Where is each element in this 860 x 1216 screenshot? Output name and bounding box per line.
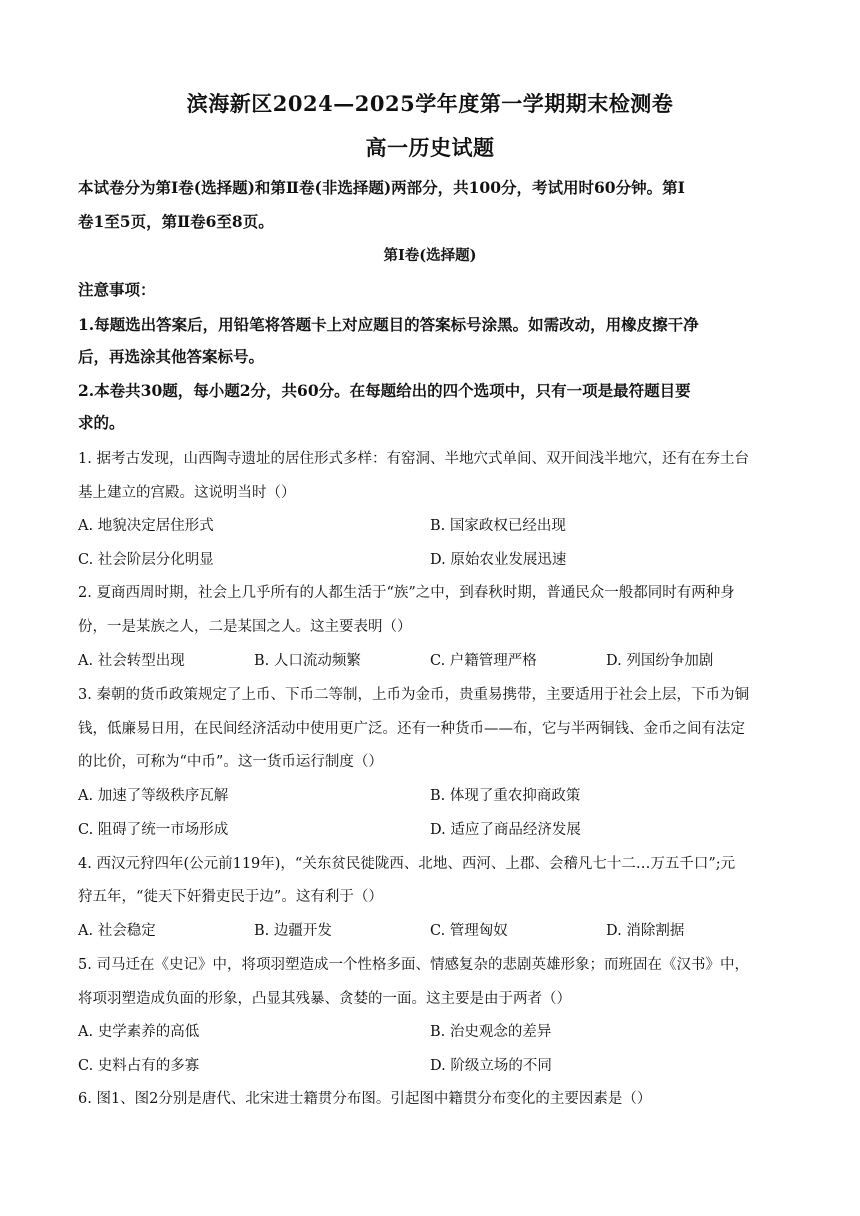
question-2-option-a: A. 社会转型出现 [78, 653, 185, 669]
question-6-line-1: 6. 图1、图2分别是唐代、北宋进士籍贯分布图。引起图中籍贯分布变化的主要因素是（） [78, 1091, 652, 1107]
question-2-option-b: B. 人口流动频繁 [254, 653, 361, 669]
question-3-option-a: A. 加速了等级秩序瓦解 [78, 788, 229, 804]
section-title: 第Ⅰ卷(选择题) [383, 247, 477, 264]
question-5-option-b: B. 治史观念的差异 [430, 1024, 552, 1040]
question-4-option-d: D. 消除割据 [606, 923, 685, 939]
question-3-line-2: 钱，低廉易日用，在民间经济活动中使用更广泛。还有一种货币——布，它与半两铜钱、金币之间有法定 [78, 721, 745, 737]
question-2-line-1: 2. 夏商西周时期，社会上几乎所有的人都生活于“族”之中，到春秋时期，普通民众一般都同时有两种身 [78, 585, 735, 601]
note-line-3: 2.本卷共30题，每小题2分，共60分。在每题给出的四个选项中，只有一项是最符题目要 [78, 381, 691, 400]
question-1-option-a: A. 地貌决定居住形式 [78, 518, 214, 534]
exam-subtitle: 高一历史试题 [365, 135, 495, 160]
note-line-4: 求的。 [78, 413, 125, 432]
question-4-option-a: A. 社会稳定 [78, 923, 156, 939]
intro-line-1: 本试卷分为第Ⅰ卷(选择题)和第Ⅱ卷(非选择题)两部分，共100分，考试用时60分钟。第Ⅰ [78, 178, 685, 197]
question-4-line-1: 4. 西汉元狩四年(公元前119年)，“关东贫民徙陇西、北地、西河、上郡、会稽凡七十二…万五千口”;元 [78, 856, 736, 872]
question-4-option-b: B. 边疆开发 [254, 923, 332, 939]
notes-heading: 注意事项： [78, 280, 156, 299]
question-3-option-d: D. 适应了商品经济发展 [430, 822, 581, 838]
question-2-option-c: C. 户籍管理严格 [430, 653, 537, 669]
note-line-2: 后，再选涂其他答案标号。 [78, 347, 265, 366]
question-5-option-a: A. 史学素养的高低 [78, 1024, 200, 1040]
question-1-option-d: D. 原始农业发展迅速 [430, 552, 567, 568]
question-3-option-b: B. 体现了重农抑商政策 [430, 788, 581, 804]
question-3-line-1: 3. 秦朝的货币政策规定了上币、下币二等制，上币为金币，贵重易携带，主要适用于社会上层，下币为铜 [78, 687, 749, 703]
question-3-option-c: C. 阻碍了统一市场形成 [78, 822, 229, 838]
question-5-line-2: 将项羽塑造成负面的形象，凸显其残暴、贪婪的一面。这主要是由于两者（） [78, 991, 571, 1007]
question-3-line-3: 的比价，可称为“中币”。这一货币运行制度（） [78, 754, 383, 770]
question-1-option-b: B. 国家政权已经出现 [430, 518, 566, 534]
question-1-line-1: 1. 据考古发现，山西陶寺遗址的居住形式多样：有窑洞、半地穴式单间、双开间浅半地穴，还有在夯土台 [78, 451, 749, 467]
question-4-line-2: 狩五年，“徙天下奸猾吏民于边”。这有利于（） [78, 889, 383, 905]
question-4-option-c: C. 管理匈奴 [430, 923, 508, 939]
question-5-option-d: D. 阶级立场的不同 [430, 1058, 552, 1074]
question-2-option-d: D. 列国纷争加剧 [606, 653, 714, 669]
question-1-line-2: 基上建立的宫殿。这说明当时（） [78, 485, 296, 501]
question-5-option-c: C. 史料占有的多寡 [78, 1058, 200, 1074]
question-2-line-2: 份，一是某族之人，二是某国之人。这主要表明（） [78, 619, 412, 635]
question-5-line-1: 5. 司马迁在《史记》中，将项羽塑造成一个性格多面、情感复杂的悲剧英雄形象；而班固在《汉书》中， [78, 957, 749, 973]
intro-line-2: 卷1至5页，第Ⅱ卷6至8页。 [78, 212, 274, 231]
exam-title: 滨海新区2024—2025学年度第一学期期末检测卷 [186, 91, 674, 116]
note-line-1: 1.每题选出答案后，用铅笔将答题卡上对应题目的答案标号涂黑。如需改动，用橡皮擦干净 [78, 315, 699, 334]
question-1-option-c: C. 社会阶层分化明显 [78, 552, 214, 568]
